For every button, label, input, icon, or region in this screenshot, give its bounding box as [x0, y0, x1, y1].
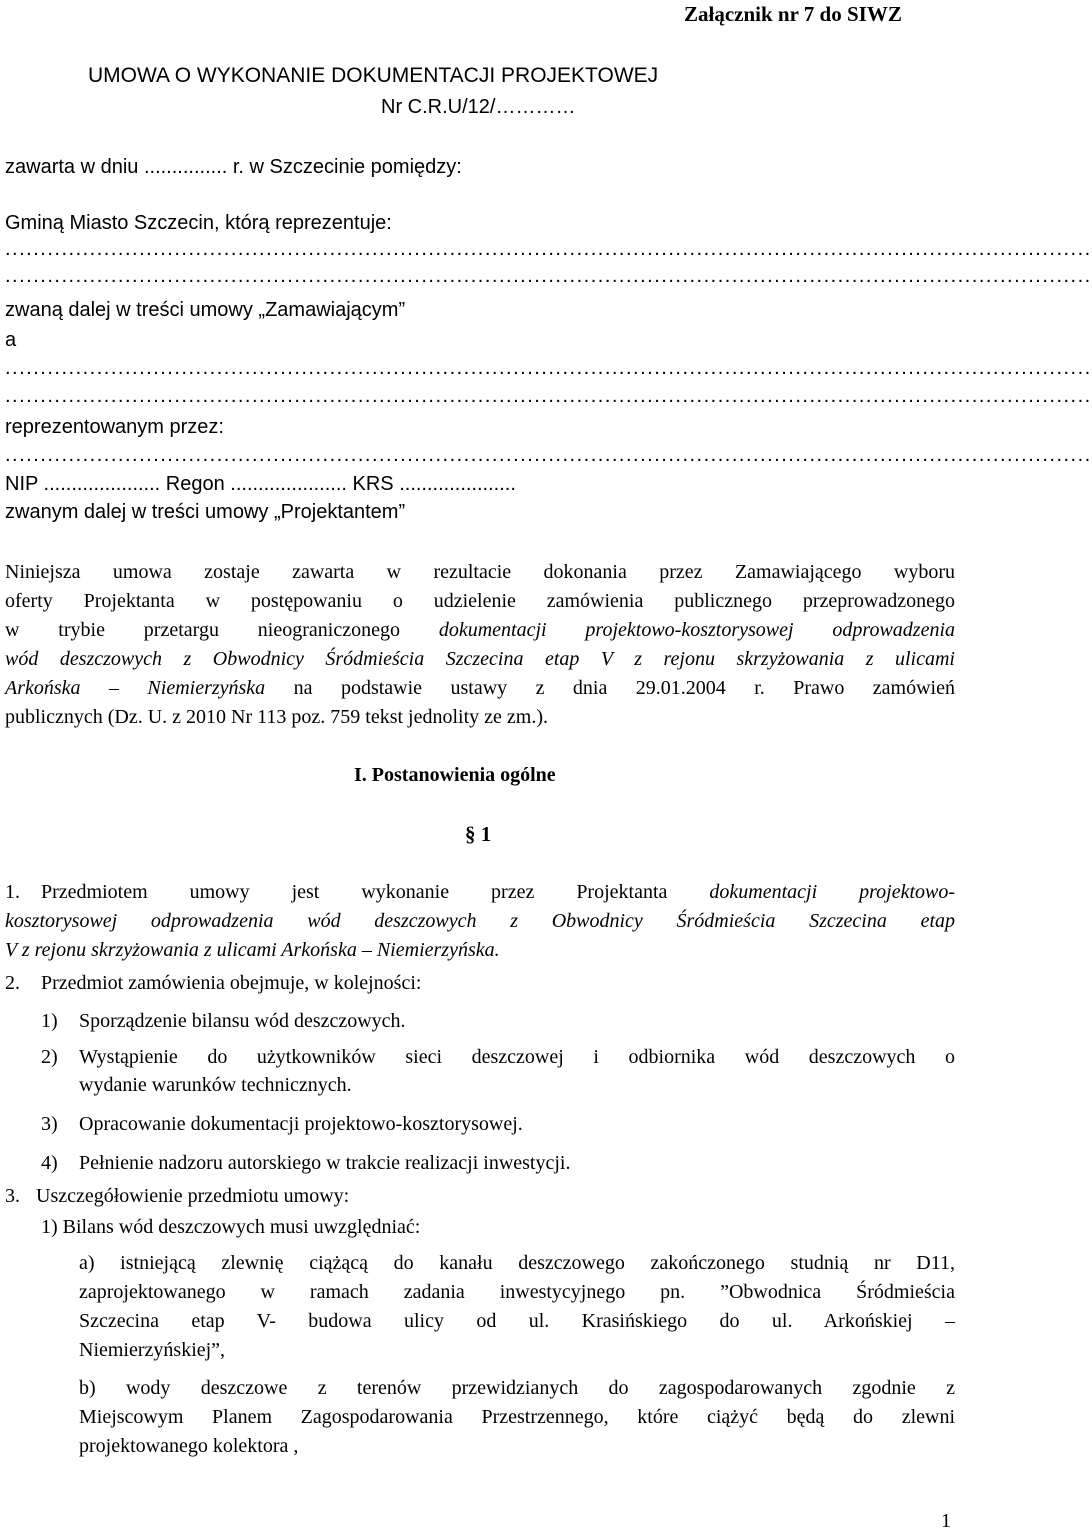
fill-line: .......................................................................................................................................................... [5, 357, 1092, 379]
subitem-text: Szczecina etap V- budowa ulicy od ul. Krasińskiego do ul. Arkońskiej – [79, 1310, 955, 1332]
subitem-number: 2) [41, 1046, 58, 1068]
subitem-text: 1) Bilans wód deszczowych musi uwzględniać: [41, 1216, 421, 1238]
subitem-text: Pełnienie nadzoru autorskiego w trakcie realizacji inwestycji. [79, 1152, 571, 1174]
and-line: a [5, 329, 17, 351]
subitem-text: Opracowanie dokumentacji projektowo-kosztorysowej. [79, 1113, 523, 1135]
item-text: Przedmiot zamówienia obejmuje, w kolejności: [41, 972, 422, 994]
subitem-text: Niemierzyńskiej”, [79, 1339, 226, 1361]
employer-line: zwaną dalej w treści umowy „Zamawiającym” [5, 299, 406, 321]
fill-line: .......................................................................................................................................................... [5, 385, 1092, 407]
preamble-line: Arkońska – Niemierzyńska na podstawie ustawy z dnia 29.01.2004 r. Prawo zamówień [5, 677, 955, 699]
party1-line: Gminą Miasto Szczecin, którą reprezentuje: [5, 212, 392, 234]
preamble-line: Niniejsza umowa zostaje zawarta w rezultacie dokonania przez Zamawiającego wyboru [5, 561, 955, 583]
page-number: 1 [941, 1510, 951, 1532]
subitem-text: projektowanego kolektora , [79, 1435, 299, 1457]
subitem-text: wydanie warunków technicznych. [79, 1074, 352, 1096]
item-number: 3. [5, 1185, 20, 1207]
preamble-line: publicznych (Dz. U. z 2010 Nr 113 poz. 759 tekst jednolity ze zm.). [5, 706, 549, 728]
subitem-number: 3) [41, 1113, 58, 1135]
subitem-text: Sporządzenie bilansu wód deszczowych. [79, 1010, 406, 1032]
item-text: Przedmiotem umowy jest wykonanie przez Projektanta dokumentacji projektowo- [41, 881, 955, 903]
represented-line: reprezentowanym przez: [5, 416, 224, 438]
item-number: 1. [5, 881, 20, 903]
subitem-number: 1) [41, 1010, 58, 1032]
fill-line: .......................................................................................................................................................... [5, 238, 1092, 260]
contract-number: Nr C.R.U/12/………… [381, 96, 576, 118]
preamble-line: w trybie przetargu nieograniczonego dokumentacji projektowo-kosztorysowej odprowadzenia [5, 619, 956, 641]
section-heading: I. Postanowienia ogólne [354, 764, 556, 786]
item-text: Uszczegółowienie przedmiotu umowy: [36, 1185, 350, 1207]
item-text: kosztorysowej odprowadzenia wód deszczowych z Obwodnicy Śródmieścia Szczecina etap [5, 910, 955, 932]
item-number: 2. [5, 972, 20, 994]
subitem-text: zaprojektowanego w ramach zadania inwestycyjnego pn. ”Obwodnica Śródmieścia [79, 1281, 955, 1303]
identifiers-line: NIP ..................... Regon ..................... KRS ..................... [5, 473, 516, 495]
subitem-number: 4) [41, 1152, 58, 1174]
fill-line: .......................................................................................................................................................... [5, 265, 1092, 287]
preamble-line: oferty Projektanta w postępowaniu o udzielenie zamówienia publicznego przeprowadzonego [5, 590, 955, 612]
concluded-line: zawarta w dniu ............... r. w Szczecinie pomiędzy: [5, 156, 462, 178]
subitem-text: Wystąpienie do użytkowników sieci deszczowej i odbiornika wód deszczowych o [79, 1046, 955, 1068]
preamble-line: wód deszczowych z Obwodnicy Śródmieścia Szczecina etap V z rejonu skrzyżowania z ulicami [5, 648, 955, 670]
attachment-label: Załącznik nr 7 do SIWZ [684, 2, 902, 26]
document-title: UMOWA O WYKONANIE DOKUMENTACJI PROJEKTOWEJ [88, 64, 659, 87]
subitem-text: Miejscowym Planem Zagospodarowania Przestrzennego, które ciążyć będą do zlewni [79, 1406, 955, 1428]
fill-line: .......................................................................................................................................................... [5, 444, 1092, 466]
paragraph-symbol: § 1 [465, 822, 492, 846]
subitem-text: a) istniejącą zlewnię ciążącą do kanału deszczowego zakończonego studnią nr D11, [79, 1252, 955, 1274]
designer-line: zwanym dalej w treści umowy „Projektantem” [5, 501, 406, 523]
item-text: V z rejonu skrzyżowania z ulicami Arkońska – Niemierzyńska. [5, 939, 500, 961]
subitem-text: b) wody deszczowe z terenów przewidzianych do zagospodarowanych zgodnie z [79, 1377, 955, 1399]
